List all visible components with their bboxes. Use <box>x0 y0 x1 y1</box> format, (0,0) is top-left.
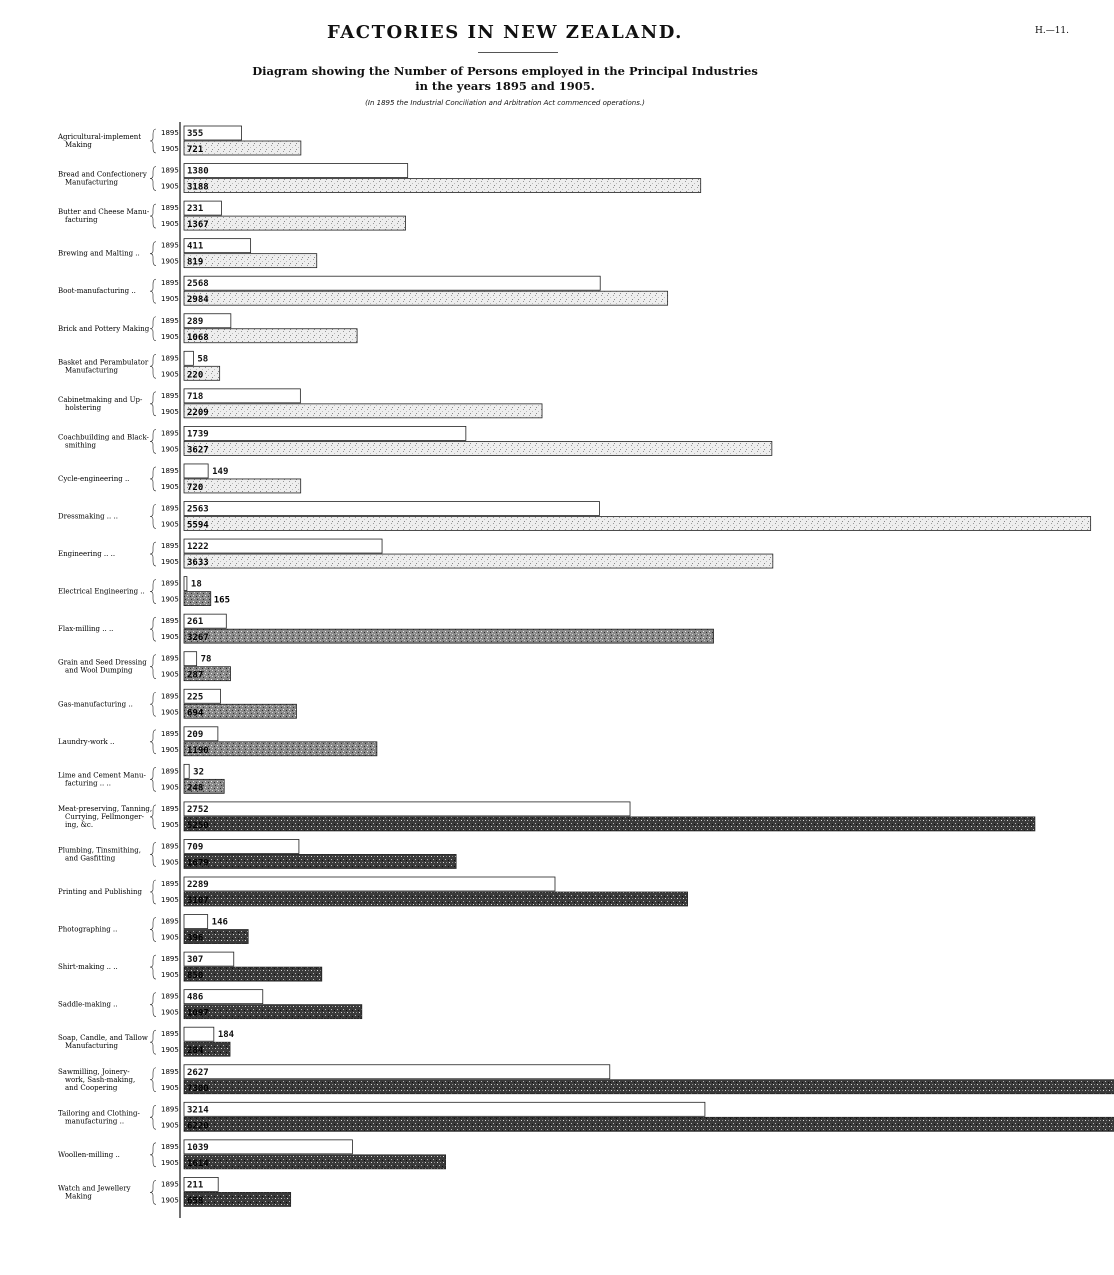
category-label: facturing <box>65 216 98 225</box>
bar-1905 <box>184 742 377 756</box>
subtitle-line-2: in the years 1895 and 1905. <box>415 79 595 93</box>
category-label: Cycle-engineering .. <box>58 474 130 483</box>
bar-1895 <box>184 426 466 440</box>
value-label-1905: 220 <box>187 370 204 381</box>
year-label-1905: 1905 <box>161 332 179 341</box>
value-label-1905: 5250 <box>187 820 209 831</box>
value-label-1905: 5594 <box>187 520 209 531</box>
bar-1905 <box>184 179 701 193</box>
brace <box>150 692 156 716</box>
bar-1905 <box>184 404 542 418</box>
value-label-1895: 261 <box>187 617 204 628</box>
category-label: Shirt-making .. .. <box>58 963 118 972</box>
category-label: Watch and Jewellery <box>58 1184 131 1193</box>
bar-1905 <box>184 817 1035 831</box>
bar-1905 <box>184 329 357 343</box>
year-label-1905: 1905 <box>161 1158 179 1167</box>
year-label-1895: 1895 <box>161 1067 179 1076</box>
value-label-1905: 720 <box>187 482 204 493</box>
value-label-1905: 819 <box>187 257 204 268</box>
brace <box>150 467 156 491</box>
value-label-1905: 287 <box>187 670 204 681</box>
category-label: Butter and Cheese Manu- <box>58 208 150 217</box>
value-label-1895: 411 <box>187 241 204 252</box>
year-label-1905: 1905 <box>161 182 179 191</box>
subtitle-line-1: Diagram showing the Number of Persons employed in the Principal Industries <box>252 64 758 78</box>
value-label-1905: 3107 <box>187 896 209 906</box>
bar-1895 <box>184 577 187 591</box>
value-label-1905: 3188 <box>187 182 209 193</box>
bar-1895 <box>184 764 189 778</box>
brace <box>150 767 156 791</box>
category-label: Cabinetmaking and Up- <box>58 395 143 404</box>
bar-1895 <box>184 1065 610 1079</box>
value-label-1895: 2563 <box>187 504 209 515</box>
category-label: ing, &c. <box>65 820 94 829</box>
value-label-1905: 6220 <box>187 1121 209 1132</box>
year-label-1905: 1905 <box>161 1046 179 1055</box>
bar-1895 <box>184 1140 352 1154</box>
brace <box>150 993 156 1017</box>
value-label-1905: 3633 <box>187 558 209 569</box>
year-label-1905: 1905 <box>161 783 179 792</box>
year-label-1905: 1905 <box>161 820 179 829</box>
brace <box>150 242 156 266</box>
value-label-1895: 289 <box>187 316 204 327</box>
year-label-1905: 1905 <box>161 370 179 379</box>
value-label-1905: 2984 <box>187 295 209 306</box>
category-label: Making <box>65 1192 92 1201</box>
value-label-1895: 3214 <box>187 1105 209 1116</box>
category-label: and Gasfitting <box>65 854 116 863</box>
year-label-1905: 1905 <box>161 708 179 717</box>
value-label-1905: 1097 <box>187 1008 209 1019</box>
brace <box>150 1180 156 1204</box>
bar-1895 <box>184 1027 214 1041</box>
bar-1895 <box>184 915 208 929</box>
bar-1895 <box>184 539 382 553</box>
bar-1905 <box>184 854 456 868</box>
value-label-1895: 184 <box>217 1030 235 1041</box>
brace <box>150 429 156 453</box>
bar-1905 <box>184 554 773 568</box>
value-label-1895: 32 <box>193 767 205 778</box>
year-label-1905: 1905 <box>161 971 179 980</box>
brace <box>150 505 156 529</box>
category-label: Woollen-milling .. <box>58 1150 120 1159</box>
year-label-1905: 1905 <box>161 1196 179 1205</box>
year-label-1905: 1905 <box>161 858 179 867</box>
category-label: Grain and Seed Dressing <box>58 658 147 667</box>
value-label-1895: 2752 <box>187 804 209 815</box>
bar-1895 <box>184 164 408 178</box>
brace <box>150 279 156 303</box>
value-label-1895: 709 <box>187 842 204 853</box>
year-label-1895: 1895 <box>161 767 179 776</box>
category-label: Brick and Pottery Making <box>58 324 150 333</box>
year-label-1895: 1895 <box>161 279 179 288</box>
year-label-1895: 1895 <box>161 955 179 964</box>
category-label: Manufacturing <box>65 178 118 187</box>
bar-1905 <box>184 629 714 643</box>
value-label-1905: 1679 <box>187 858 209 869</box>
year-label-1905: 1905 <box>161 558 179 567</box>
value-label-1895: 18 <box>190 579 202 590</box>
year-label-1895: 1895 <box>161 129 179 137</box>
value-label-1895: 2627 <box>187 1067 209 1078</box>
category-label: Engineering .. .. <box>58 550 116 559</box>
category-label: Basket and Perambulator <box>58 358 149 367</box>
category-label: Gas-manufacturing .. <box>58 700 133 709</box>
bar-1905 <box>184 216 406 230</box>
bar-1905 <box>184 254 317 268</box>
category-label: Electrical Engineering .. <box>58 587 145 596</box>
category-label: Laundry-work .. <box>58 737 115 746</box>
brace <box>150 580 156 604</box>
value-label-1895: 225 <box>187 692 204 703</box>
page-reference: H.—11. <box>1035 26 1070 36</box>
value-label-1895: 211 <box>187 1180 204 1191</box>
year-label-1895: 1895 <box>161 917 179 926</box>
year-label-1905: 1905 <box>161 595 179 604</box>
year-label-1905: 1905 <box>161 520 179 529</box>
year-label-1895: 1895 <box>161 654 179 663</box>
brace <box>150 655 156 679</box>
brace <box>150 918 156 942</box>
brace <box>150 730 156 754</box>
category-label: facturing .. .. <box>65 779 111 788</box>
bar-1905 <box>184 592 211 606</box>
brace <box>150 204 156 228</box>
bar-1895 <box>184 652 197 666</box>
value-label-1905: 850 <box>187 971 204 982</box>
year-label-1895: 1895 <box>161 1030 179 1039</box>
value-label-1905: 396 <box>187 933 204 944</box>
value-label-1905: 658 <box>187 1196 204 1207</box>
year-label-1895: 1895 <box>161 1142 179 1151</box>
value-label-1905: 3267 <box>187 633 209 644</box>
category-label: Agricultural-implement <box>58 133 142 141</box>
year-label-1905: 1905 <box>161 670 179 679</box>
brace <box>150 392 156 416</box>
value-label-1895: 718 <box>187 391 204 402</box>
category-label: Flax-milling .. .. <box>58 625 114 634</box>
year-label-1905: 1905 <box>161 220 179 229</box>
brace <box>150 1105 156 1129</box>
bar-1895 <box>184 1102 705 1116</box>
chart-rows <box>57 126 1114 1206</box>
category-label: Meat-preserving, Tanning, <box>58 804 153 813</box>
year-label-1905: 1905 <box>161 407 179 416</box>
category-label: Making <box>65 141 92 149</box>
value-label-1905: 1068 <box>187 332 209 343</box>
value-label-1905: 165 <box>213 595 231 606</box>
year-label-1905: 1905 <box>161 445 179 454</box>
year-label-1905: 1905 <box>161 745 179 754</box>
brace <box>150 1068 156 1092</box>
category-label: Coachbuilding and Black- <box>58 433 149 442</box>
category-label: manufacturing .. <box>65 1117 125 1126</box>
category-label: Sawmilling, Joinery- <box>58 1067 130 1076</box>
category-label: smithing <box>65 441 97 450</box>
chart-note: (In 1895 the Industrial Conciliation and Arbitration Act commenced operations.) <box>365 99 645 107</box>
category-label: Tailoring and Clothing- <box>58 1109 140 1118</box>
brace <box>150 129 156 153</box>
year-label-1895: 1895 <box>161 316 179 325</box>
year-label-1895: 1895 <box>161 391 179 400</box>
category-label: holstering <box>65 403 102 412</box>
year-label-1895: 1895 <box>161 842 179 851</box>
brace <box>150 354 156 378</box>
year-label-1895: 1895 <box>161 1180 179 1189</box>
year-label-1895: 1895 <box>161 354 179 363</box>
category-label: Soap, Candle, and Tallow <box>58 1034 148 1043</box>
value-label-1905: 2209 <box>187 407 209 418</box>
value-label-1905: 1367 <box>187 220 209 231</box>
year-label-1895: 1895 <box>161 429 179 438</box>
value-label-1905: 721 <box>187 145 204 155</box>
value-label-1905: 1614 <box>187 1158 209 1169</box>
year-label-1905: 1905 <box>161 145 179 153</box>
brace <box>150 955 156 979</box>
brace <box>150 317 156 341</box>
category-label: and Coopering <box>65 1083 118 1092</box>
year-label-1905: 1905 <box>161 257 179 266</box>
bar-1905 <box>184 1117 1114 1131</box>
bar-1895 <box>184 802 630 816</box>
year-label-1895: 1895 <box>161 1105 179 1114</box>
year-label-1895: 1895 <box>161 880 179 888</box>
bar-1905 <box>184 892 688 906</box>
year-label-1895: 1895 <box>161 241 179 250</box>
bar-1905 <box>184 517 1091 531</box>
year-label-1905: 1905 <box>161 633 179 642</box>
value-label-1905: 284 <box>187 1046 204 1057</box>
year-label-1905: 1905 <box>161 295 179 304</box>
category-label: Boot-manufacturing .. <box>58 287 136 296</box>
year-label-1895: 1895 <box>161 466 179 475</box>
value-label-1895: 1222 <box>187 542 209 553</box>
year-label-1905: 1905 <box>161 1121 179 1130</box>
year-label-1895: 1895 <box>161 204 179 213</box>
value-label-1895: 1039 <box>187 1142 209 1153</box>
category-label: Currying, Fellmonger- <box>65 812 144 821</box>
category-label: Lime and Cement Manu- <box>58 771 146 780</box>
value-label-1905: 7300 <box>187 1083 209 1094</box>
value-label-1895: 2289 <box>187 880 209 890</box>
category-label: Dressmaking .. .. <box>58 512 118 521</box>
value-label-1895: 355 <box>187 129 204 139</box>
bar-1905 <box>184 1005 362 1019</box>
category-label: Saddle-making .. <box>58 1000 118 1009</box>
bar-1905 <box>184 291 668 305</box>
year-label-1895: 1895 <box>161 692 179 701</box>
brace <box>150 542 156 566</box>
value-label-1895: 209 <box>187 729 204 740</box>
value-label-1905: 248 <box>187 783 204 794</box>
value-label-1895: 307 <box>187 955 204 966</box>
year-label-1895: 1895 <box>161 579 179 588</box>
year-label-1895: 1895 <box>161 542 179 551</box>
value-label-1895: 78 <box>200 654 212 665</box>
category-label: and Wool Dumping <box>65 666 133 675</box>
bar-1905 <box>184 1155 446 1169</box>
value-label-1895: 146 <box>211 917 228 928</box>
year-label-1905: 1905 <box>161 482 179 491</box>
category-label: Brewing and Malting .. <box>58 249 140 258</box>
year-label-1895: 1895 <box>161 804 179 813</box>
value-label-1895: 2568 <box>187 279 209 290</box>
year-label-1905: 1905 <box>161 1008 179 1017</box>
bar-1905 <box>184 1080 1114 1094</box>
brace <box>150 617 156 641</box>
category-label: Photographing .. <box>58 925 118 934</box>
value-label-1895: 1739 <box>187 429 209 440</box>
category-label: Bread and Confectionery <box>58 170 147 179</box>
category-label: Manufacturing <box>65 366 118 375</box>
value-label-1895: 231 <box>187 204 204 215</box>
chart-title: FACTORIES IN NEW ZEALAND. <box>327 22 683 43</box>
year-label-1905: 1905 <box>161 1083 179 1092</box>
value-label-1905: 694 <box>187 708 204 719</box>
category-label: Plumbing, Tinsmithing, <box>58 846 141 855</box>
value-label-1895: 486 <box>187 992 204 1003</box>
category-label: Printing and Publishing <box>58 888 142 896</box>
value-label-1905: 1190 <box>187 745 209 756</box>
brace <box>150 1030 156 1054</box>
value-label-1895: 149 <box>212 466 229 477</box>
year-label-1895: 1895 <box>161 992 179 1001</box>
brace <box>150 167 156 191</box>
brace <box>150 842 156 866</box>
bar-1905 <box>184 967 322 981</box>
bar-1895 <box>184 276 600 290</box>
brace <box>150 880 156 904</box>
year-label-1895: 1895 <box>161 166 179 175</box>
category-label: work, Sash-making, <box>65 1075 136 1084</box>
brace <box>150 1143 156 1167</box>
year-label-1895: 1895 <box>161 617 179 626</box>
category-label: Manufacturing <box>65 1042 118 1051</box>
bar-1895 <box>184 502 599 516</box>
bar-1895 <box>184 464 208 478</box>
year-label-1895: 1895 <box>161 504 179 513</box>
value-label-1895: 58 <box>197 354 209 365</box>
year-label-1905: 1905 <box>161 933 179 942</box>
value-label-1905: 3627 <box>187 445 209 456</box>
bar-1895 <box>184 351 193 365</box>
year-label-1905: 1905 <box>161 896 179 904</box>
bar-1895 <box>184 877 555 891</box>
value-label-1895: 1380 <box>187 166 209 177</box>
year-label-1895: 1895 <box>161 729 179 738</box>
bar-1905 <box>184 441 772 455</box>
